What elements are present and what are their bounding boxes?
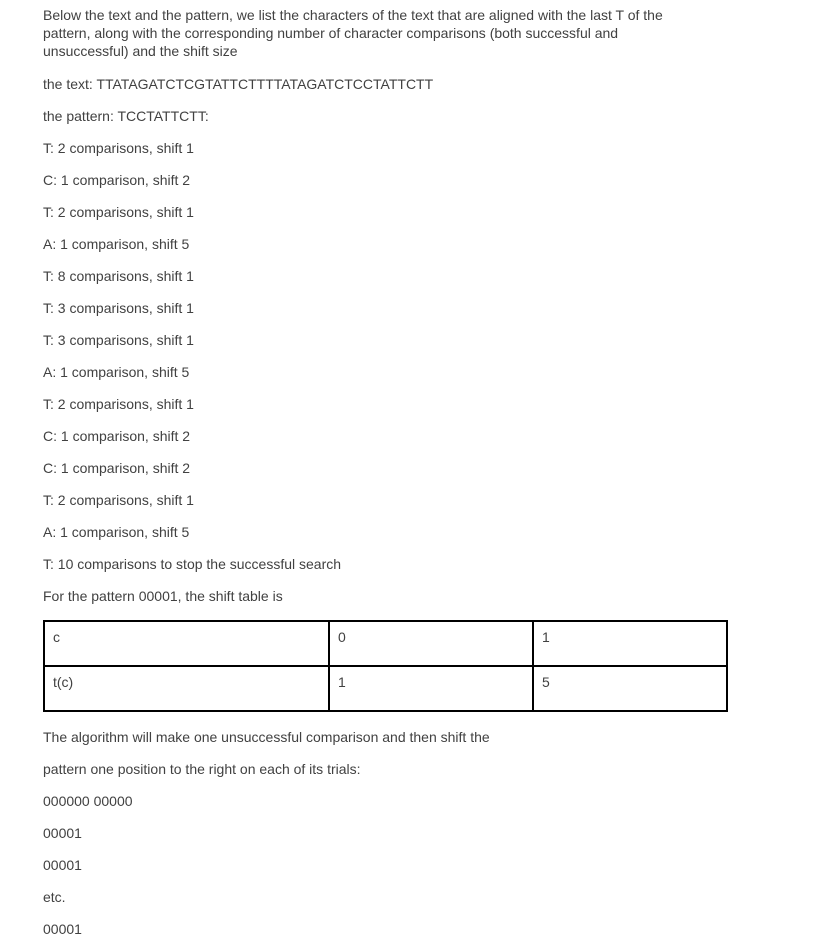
shift-table-row (44, 621, 727, 666)
pattern-string-line: the pattern: TCCTATTCTT: (43, 108, 209, 124)
comparison-item: C: 1 comparison, shift 2 (43, 172, 191, 188)
comparison-item: C: 1 comparison, shift 2 (43, 460, 191, 476)
text-string-line: the text: TTATAGATCTCGTATTCTTTTATAGATCTCCTATTCTT (43, 76, 434, 92)
comparison-item: T: 2 comparisons, shift 1 (43, 396, 194, 412)
intro-paragraph (43, 6, 783, 60)
closing-line-2: pattern one position to the right on each of its trials: (43, 761, 361, 777)
shift-table (43, 620, 728, 712)
shift-table-cell: 5 (533, 666, 727, 711)
comparison-item: A: 1 comparison, shift 5 (43, 364, 190, 380)
trial-line: 00001 (43, 825, 82, 841)
comparison-item: A: 1 comparison, shift 5 (43, 524, 190, 540)
intro-line-2: pattern, along with the corresponding number of character comparisons (both successful and (43, 25, 619, 41)
comparison-item: T: 3 comparisons, shift 1 (43, 300, 194, 316)
comparison-item: C: 1 comparison, shift 2 (43, 428, 191, 444)
shift-table-cell: 0 (329, 621, 533, 666)
trial-line: etc. (43, 889, 66, 905)
comparison-list (43, 132, 783, 580)
comparison-item: T: 10 comparisons to stop the successful search (43, 556, 342, 572)
closing-line-1: The algorithm will make one unsuccessful comparison and then shift the (43, 729, 490, 745)
comparison-item: T: 8 comparisons, shift 1 (43, 268, 194, 284)
shift-table-cell: 1 (329, 666, 533, 711)
trial-line: 00001 (43, 857, 82, 873)
comparison-item: T: 3 comparisons, shift 1 (43, 332, 194, 348)
intro-line-3: unsuccessful) and the shift size (43, 43, 238, 59)
trial-line: 00001 (43, 921, 82, 937)
shift-table-cell: c (44, 621, 329, 666)
shift-table-row (44, 666, 727, 711)
shift-table-cell: t(c) (44, 666, 329, 711)
comparison-item: T: 2 comparisons, shift 1 (43, 140, 194, 156)
comparison-item: T: 2 comparisons, shift 1 (43, 204, 194, 220)
closing-section (43, 721, 783, 945)
shift-table-caption: For the pattern 00001, the shift table is (43, 588, 283, 604)
comparison-item: T: 2 comparisons, shift 1 (43, 492, 194, 508)
comparison-item: A: 1 comparison, shift 5 (43, 236, 190, 252)
shift-table-cell: 1 (533, 621, 727, 666)
trial-line: 000000 00000 (43, 793, 133, 809)
intro-line-1: Below the text and the pattern, we list the characters of the text that are aligned with the last T of the (43, 7, 663, 23)
